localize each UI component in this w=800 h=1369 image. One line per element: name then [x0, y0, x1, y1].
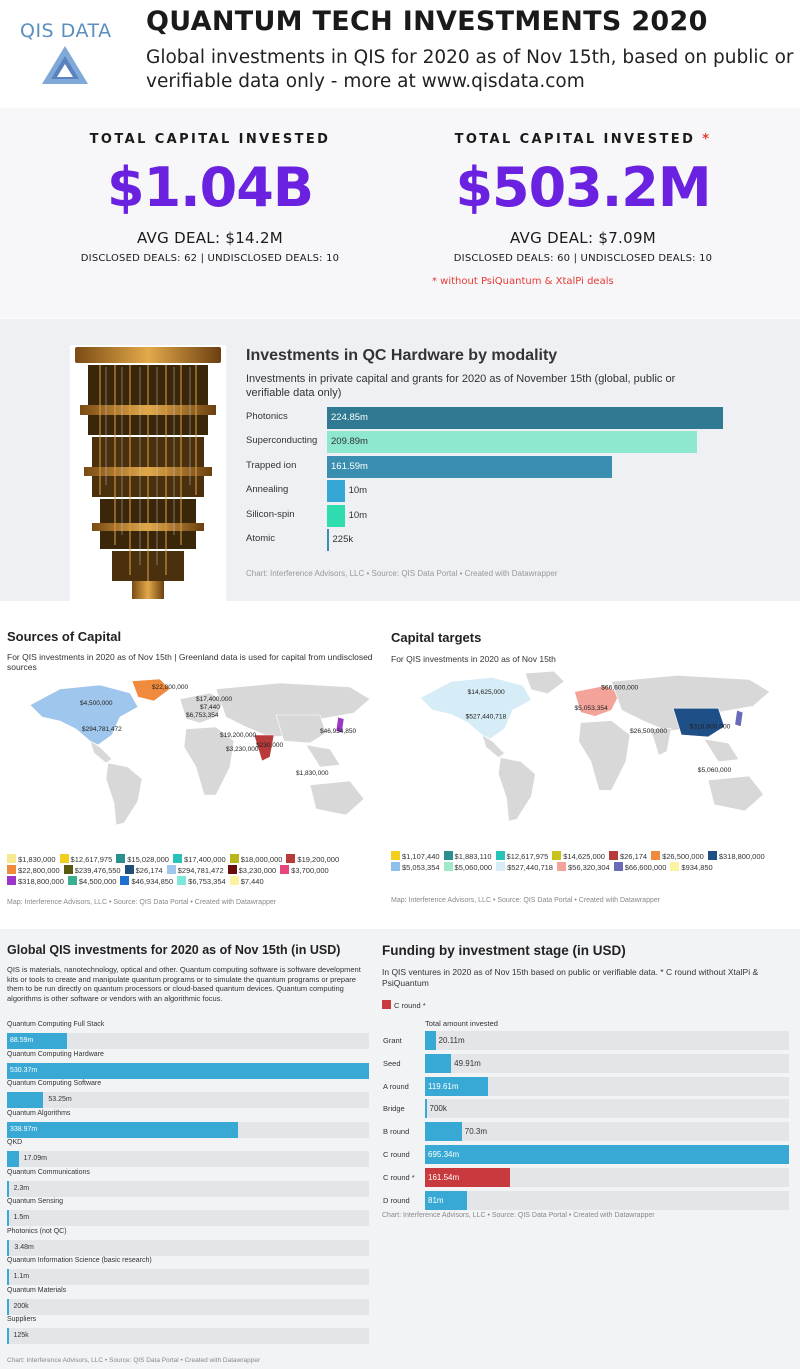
bar-track: [425, 1122, 789, 1141]
total-label: TOTAL CAPITAL INVESTED *: [454, 132, 712, 147]
legend-label: $5,060,000: [454, 863, 493, 872]
bar-label: Silicon-spin: [246, 508, 295, 520]
bar-track: [7, 1210, 369, 1226]
bar-label-quantum-computing-hardware: Quantum Computing Hardware: [7, 1050, 104, 1058]
bar: [425, 1145, 789, 1164]
legend-swatch: [64, 865, 73, 874]
legend-item: [444, 851, 492, 862]
bar-label-qkd: QKD: [7, 1139, 23, 1146]
legend-swatch: [708, 851, 717, 860]
legend-label: $66,600,000: [624, 863, 667, 872]
hardware-chart-title: Investments in QC Hardware by modality: [246, 347, 558, 364]
legend-item: [68, 876, 117, 887]
bar-label-seed: Seed: [383, 1058, 401, 1068]
page-title: QUANTUM TECH INVESTMENTS 2020: [146, 6, 708, 37]
legend-label: $3,700,000: [291, 866, 329, 875]
hardware-chart-source: Chart: Interference Advisors, LLC • Source: QIS Data Portal • Created with Datawrapper: [246, 569, 558, 578]
bar-label-c-round: C round: [383, 1150, 410, 1159]
legend-label: $14,625,000: [563, 852, 605, 861]
legend-label: C round *: [394, 1001, 426, 1010]
legend-swatch: [60, 854, 69, 863]
bar-label: Photonics: [246, 411, 288, 422]
legend-item: [125, 865, 163, 876]
bar-label-photonics-not-qc: Photonics (not QC): [7, 1227, 67, 1235]
bar-label-d-round: D round: [383, 1195, 410, 1205]
bar-value-label: 125k: [13, 1332, 29, 1339]
targets-world-map: [410, 667, 780, 847]
region-greenland: [525, 671, 564, 694]
bar-track: [7, 1151, 369, 1167]
bar-label-quantum-computing-software: Quantum Computing Software: [7, 1080, 102, 1087]
map-value-label: $3,230,000: [226, 746, 259, 753]
legend-swatch: [173, 854, 182, 863]
legend-label: $1,830,000: [18, 855, 56, 864]
legend-label: $26,174: [135, 866, 163, 875]
legend-label: $6,753,354: [188, 877, 226, 886]
global-qis-chart-source: Chart: Interference Advisors, LLC • Source: QIS Data Portal • Created with Datawrapper: [7, 1357, 261, 1364]
legend-label: $17,400,000: [183, 855, 226, 864]
sources-map-title: Sources of Capital: [7, 629, 122, 644]
bar-label: Atomic: [246, 533, 276, 544]
region-centralamerica: [90, 741, 112, 763]
logo-triangle-icon: [42, 46, 88, 84]
map-value-label: $26,500,000: [629, 727, 668, 735]
bar-value-label: 88.59m: [10, 1037, 34, 1044]
map-value-label: $1,830,000: [296, 770, 329, 777]
legend-swatch: [496, 851, 505, 860]
legend-item: [173, 854, 226, 865]
legend-label: $934,850: [681, 863, 713, 872]
legend-item: [391, 851, 440, 862]
sources-world-map: [20, 675, 380, 850]
bar: [7, 1122, 238, 1138]
map-value-label: $6,753,354: [186, 712, 219, 719]
bar-value-label: 17.09m: [23, 1155, 48, 1162]
bar-label-suppliers: Suppliers: [7, 1316, 37, 1323]
bar: [7, 1299, 9, 1315]
region-australia: [310, 781, 364, 815]
legend-item: [167, 865, 224, 876]
legend-label: $7,440: [240, 877, 264, 886]
bar-value-label: 209.89m: [331, 436, 368, 448]
legend-label: $46,934,850: [131, 877, 174, 886]
total-value: $503.2M: [455, 156, 711, 219]
map-value-label: $19,200,000: [220, 732, 257, 739]
legend-item: [177, 876, 226, 887]
legend-item: [228, 865, 277, 876]
legend-label: $318,800,000: [718, 852, 765, 861]
bar-value-label: 338.97m: [10, 1125, 38, 1133]
legend-swatch: [280, 865, 289, 874]
bar-label-grant: Grant: [383, 1036, 402, 1045]
legend-swatch: [391, 851, 400, 860]
legend-item: [7, 865, 60, 876]
legend-item: [7, 854, 56, 865]
legend-item: [557, 862, 610, 873]
bar-label-quantum-sensing: Quantum Sensing: [7, 1198, 64, 1205]
bar-value-label: 49.91m: [454, 1058, 481, 1068]
legend-label: $5,053,354: [402, 863, 440, 872]
region-china: [673, 708, 724, 737]
bar-row-superconducting: [246, 431, 724, 453]
region-china: [276, 715, 326, 743]
total-card-excluding: [383, 108, 783, 287]
bar-label-bridge: Bridge: [383, 1104, 405, 1114]
avg-deal: AVG DEAL: $7.09M: [509, 229, 657, 247]
bar-track: [7, 1240, 369, 1256]
bar-label-quantum-materials: Quantum Materials: [7, 1286, 67, 1294]
bar-label-quantum-communications: Quantum Communications: [7, 1168, 90, 1176]
legend-swatch: [391, 862, 400, 871]
targets-map-subtitle: For QIS investments in 2020 as of Nov 15th: [391, 654, 556, 664]
legend-label: $15,028,000: [127, 855, 169, 864]
bar: [327, 480, 345, 502]
footnote: * without PsiQuantum & XtalPi deals: [432, 276, 614, 287]
bar-label-quantum-algorithms: Quantum Algorithms: [7, 1109, 71, 1117]
bar-track: [7, 1063, 369, 1079]
legend-swatch: [177, 876, 186, 885]
bar-track: [425, 1168, 789, 1187]
legend-item: [280, 865, 329, 876]
legend-item: [391, 862, 440, 873]
region-centralamerica: [482, 735, 505, 758]
bar-track: [7, 1033, 369, 1049]
bar-value-label: 200k: [13, 1302, 29, 1310]
bottom-section: [0, 929, 800, 1369]
region-seasia: [704, 739, 739, 762]
total-label: TOTAL CAPITAL INVESTED: [89, 132, 331, 147]
bar: [327, 431, 697, 453]
footnote-star: *: [702, 132, 712, 147]
bar: [425, 1031, 436, 1050]
map-value-label: $17,400,000: [196, 696, 233, 703]
bar-value-label: 10m: [348, 485, 368, 497]
legend-item: [708, 851, 765, 862]
funding-legend: [382, 1000, 426, 1010]
bar-label-a-round: A round: [383, 1081, 409, 1091]
global-qis-chart-subtitle: QIS is materials, nanotechnology, optical and other. Quantum computing software is software development kits or tools to create and manipulate quantum programs or to simulate the quantum programs or prepare them to be run directly on quantum processors or cloud-based quantum devices. Quantum computing algorithms is other software or vendors with an algorithmic focus.: [7, 965, 361, 1003]
sources-map-source: Map: Interference Advisors, LLC • Source: QIS Data Portal • Created with Datawrapper: [7, 899, 277, 906]
legend-label: $12,617,975: [506, 852, 549, 861]
map-value-label: $294,781,472: [82, 726, 122, 733]
bar-value-label: 1.5m: [13, 1214, 30, 1221]
total-card-all: [10, 108, 410, 264]
region-northamerica: [30, 685, 138, 745]
bar-value-label: 161.59m: [331, 460, 368, 472]
bar-value-label: 2.3m: [13, 1184, 30, 1192]
legend-swatch: [7, 854, 16, 863]
region-seasia: [306, 745, 340, 767]
legend-swatch: [552, 851, 561, 860]
legend-label: $239,476,550: [74, 866, 121, 875]
legend-item: [230, 876, 264, 887]
legend-item: [7, 876, 64, 887]
legend-swatch: [444, 851, 453, 860]
totals-section: [0, 108, 800, 318]
global-qis-chart-title: Global QIS investments for 2020 as of Nov 15th (in USD): [7, 943, 341, 957]
targets-map-legend: [391, 851, 791, 873]
bar: [7, 1328, 9, 1344]
legend-label: $3,230,000: [238, 866, 277, 875]
bar-value-label: 70.3m: [464, 1127, 488, 1137]
bar: [7, 1240, 9, 1256]
legend-label: $22,800,000: [18, 866, 60, 875]
legend-item: [64, 865, 121, 876]
bar-track: [425, 1145, 789, 1164]
bar: [327, 505, 345, 527]
map-value-label: $4,500,000: [80, 700, 113, 707]
legend-swatch: [116, 854, 125, 863]
bar-row-atomic: [246, 529, 724, 551]
bar: [7, 1063, 369, 1079]
bar-label: Superconducting: [246, 435, 318, 447]
legend-swatch: [167, 865, 176, 874]
targets-map-source: Map: Interference Advisors, LLC • Source: QIS Data Portal • Created with Datawrapper: [391, 897, 661, 904]
legend-item: [614, 862, 667, 873]
sources-map-subtitle: For QIS investments in 2020 as of Nov 15th | Greenland data is used for capital from undisclosed sources: [7, 652, 373, 672]
deal-counts: DISCLOSED DEALS: 62 | UNDISCLOSED DEALS: 10: [80, 253, 340, 264]
legend-swatch: [68, 876, 77, 885]
bar-track: [7, 1122, 369, 1138]
bar-track: [7, 1299, 369, 1315]
region-australia: [708, 776, 764, 811]
bar-track: [425, 1099, 789, 1118]
bar: [7, 1210, 9, 1226]
legend-label: $1,107,440: [402, 852, 440, 861]
legend-swatch: [496, 862, 505, 871]
bar-track: [425, 1054, 789, 1073]
region-northamerica: [420, 677, 531, 739]
bar: [425, 1122, 462, 1141]
legend-item: [116, 854, 169, 865]
legend-item: [286, 854, 339, 865]
legend-swatch: [230, 876, 239, 885]
bar-label: Trapped ion: [246, 459, 297, 471]
legend-swatch: [557, 862, 566, 871]
bar-label-c-round: C round *: [383, 1172, 415, 1182]
bar: [327, 529, 329, 551]
bar-label-quantum-computing-full-stack: Quantum Computing Full Stack: [7, 1021, 105, 1028]
map-value-label: $5,053,354: [574, 705, 608, 713]
bar: [327, 456, 612, 478]
bar: [7, 1269, 9, 1285]
bar-value-label: 225k: [332, 534, 354, 545]
bar: [7, 1181, 9, 1197]
bar-track: [425, 1191, 789, 1210]
legend-swatch: [120, 876, 129, 885]
bar: [425, 1054, 451, 1073]
map-value-label: $527,440,718: [465, 713, 507, 721]
legend-label: $19,200,000: [297, 855, 340, 864]
avg-deal: AVG DEAL: $14.2M: [136, 229, 284, 247]
legend-swatch: [228, 865, 237, 874]
legend-item: [230, 854, 283, 865]
bar: [425, 1099, 427, 1118]
bar-value-label: 1.1m: [13, 1273, 30, 1280]
legend-item: [120, 876, 173, 887]
hardware-chart-subtitle: Investments in private capital and grants for 2020 as of November 15th (global, public or verifiable data only): [246, 373, 676, 399]
bar-label-quantum-information-science-basic-research: Quantum Information Science (basic research): [7, 1257, 152, 1264]
maps-section: [0, 605, 800, 925]
region-southamerica: [498, 758, 535, 822]
map-value-label: $318,800,000: [689, 723, 731, 731]
legend-swatch: [609, 851, 618, 860]
legend-label: $56,320,304: [567, 863, 610, 872]
legend-label: $318,800,000: [18, 877, 64, 886]
quantum-computer-image: [70, 345, 226, 601]
bar-track: [425, 1031, 789, 1050]
map-value-label: $22,800,000: [152, 684, 189, 691]
funding-chart-title: Funding by investment stage (in USD): [382, 943, 626, 958]
map-value-label: $230,000: [256, 742, 284, 749]
region-africa: [579, 721, 630, 791]
region-japan: [735, 710, 743, 726]
map-value-label: $46,934,850: [320, 728, 357, 735]
legend-swatch: [286, 854, 295, 863]
legend-swatch: [670, 862, 679, 871]
bar-label-b-round: B round: [383, 1127, 410, 1137]
legend-item: [60, 854, 113, 865]
map-value-label: $14,625,000: [467, 688, 505, 696]
legend-swatch: [230, 854, 239, 863]
bar-value-label: 695.34m: [428, 1150, 460, 1159]
legend-swatch: [614, 862, 623, 871]
funding-chart-subtitle: In QIS ventures in 2020 as of Nov 15th based on public or verifiable data. * C round without XtalPi & PsiQuantum: [382, 967, 759, 988]
sources-map-legend: [7, 854, 379, 887]
funding-column-header: Total amount invested: [425, 1019, 498, 1028]
hardware-section: [0, 319, 800, 601]
bar-value-label: 53.25m: [48, 1096, 72, 1103]
legend-label: $294,781,472: [177, 866, 224, 875]
bar: [7, 1092, 43, 1108]
funding-chart-source: Chart: Interference Advisors, LLC • Source: QIS Data Portal • Created with Datawrapper: [382, 1212, 655, 1219]
bar-value-label: 161.54m: [428, 1172, 460, 1182]
targets-map-title: Capital targets: [391, 630, 482, 645]
bar-track: [7, 1092, 369, 1108]
legend-item: [444, 862, 493, 873]
bar-label: Annealing: [246, 484, 289, 496]
bar-value-label: 10m: [348, 509, 368, 521]
legend-swatch: [444, 862, 453, 871]
legend-item: [651, 851, 704, 862]
legend-swatch: [382, 1000, 391, 1009]
legend-label: $4,500,000: [78, 877, 117, 886]
legend-label: $26,500,000: [662, 852, 704, 861]
bar: [7, 1151, 19, 1167]
bar-row-trapped-ion: [246, 456, 724, 478]
legend-swatch: [7, 876, 16, 885]
region-southamerica: [106, 763, 142, 825]
legend-label: $527,440,718: [507, 863, 553, 872]
legend-label: $12,617,975: [70, 855, 113, 864]
bar-row-silicon-spin: [246, 505, 724, 527]
legend-label: $26,174: [619, 852, 648, 861]
bar: [327, 407, 723, 429]
logo-text: QIS DATA: [20, 20, 112, 42]
bar-value-label: 224.85m: [331, 412, 368, 423]
page-subtitle: Global investments in QIS for 2020 as of Nov 15th, based on public or verifiable data only - more at www.qisdata.com: [146, 47, 794, 92]
bar-track: [7, 1269, 369, 1285]
bar-track: [425, 1077, 789, 1096]
header: [0, 0, 800, 104]
bar-track: [7, 1328, 369, 1344]
map-value-label: $5,060,000: [697, 766, 732, 774]
legend-item: [552, 851, 605, 862]
total-value: $1.04B: [107, 156, 313, 219]
legend-item: [496, 862, 553, 873]
bar-value-label: 119.61m: [428, 1081, 459, 1091]
bar-value-label: 20.11m: [438, 1036, 465, 1045]
legend-label: $18,000,000: [240, 855, 283, 864]
legend-item: [670, 862, 712, 873]
bar-value-label: 700k: [429, 1104, 447, 1114]
bar-value-label: 81m: [428, 1195, 444, 1205]
deal-counts: DISCLOSED DEALS: 60 | UNDISCLOSED DEALS: 10: [453, 253, 713, 264]
bar-row-photonics: [246, 407, 724, 429]
legend-swatch: [651, 851, 660, 860]
legend-item: [496, 851, 549, 862]
bar-track: [7, 1181, 369, 1197]
map-value-label: $66,600,000: [601, 684, 639, 692]
legend-item: [609, 851, 647, 862]
bar-row-annealing: [246, 480, 724, 502]
legend-swatch: [7, 865, 16, 874]
bar-value-label: 3.48m: [14, 1243, 34, 1251]
legend-label: $1,883,110: [454, 852, 492, 861]
bar-value-label: 530.37m: [10, 1066, 38, 1074]
map-value-label: $7,440: [200, 704, 220, 711]
legend-swatch: [125, 865, 134, 874]
